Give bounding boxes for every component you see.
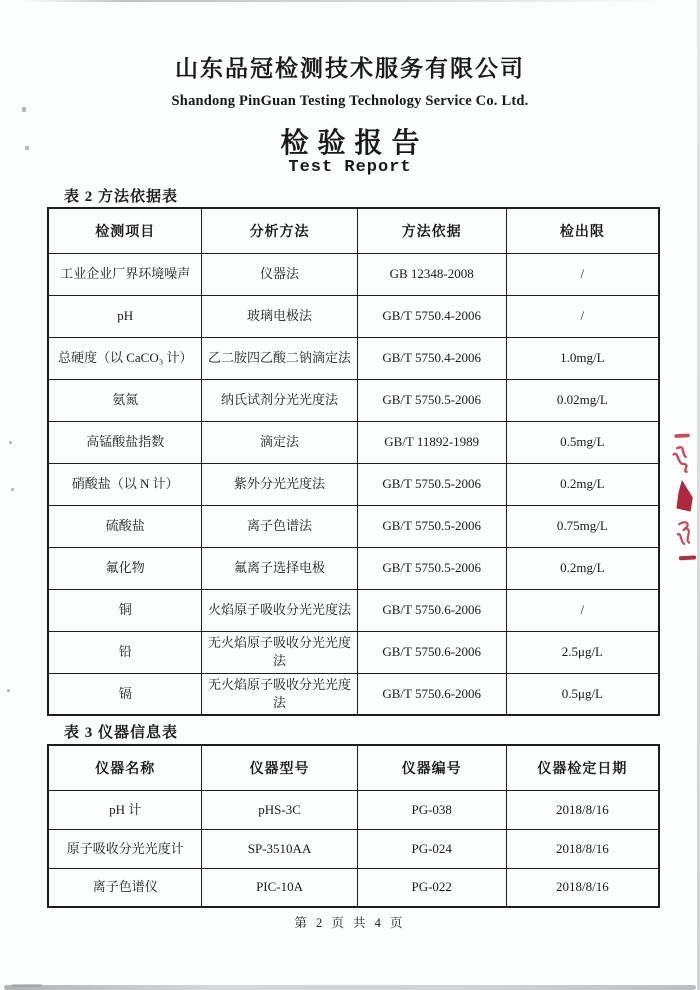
cell-instrument-name: 原子吸收分光光度计 [48,829,202,868]
column-header-instrument-name: 仪器名称 [48,745,202,790]
page-number: 第 2 页 共 4 页 [294,916,406,930]
cell-detection-limit: 0.5mg/L [506,421,659,463]
cell-analysis-method: 乙二胺四乙酸二钠滴定法 [202,337,357,379]
table-row [48,337,659,379]
cell-instrument-model: SP-3510AA [202,829,357,868]
table-row [48,547,659,589]
cell-test-item: 工业企业厂界环境噪声 [48,253,202,295]
report-title-en: Test Report [288,158,412,177]
table-row [48,829,659,868]
cell-analysis-method: 玻璃电极法 [202,295,357,337]
table-row [48,790,659,829]
cell-detection-limit: / [506,253,659,295]
cell-instrument-number: PG-022 [357,868,506,907]
column-header-detection-limit: 检出限 [506,208,659,253]
table3-caption: 表 3 仪器信息表 [64,725,179,741]
cell-method-basis: GB/T 5750.5-2006 [357,463,506,505]
cell-instrument-model: pHS-3C [202,790,357,829]
cell-test-item: 氟化物 [48,547,202,589]
cell-detection-limit: 2.5μg/L [506,631,659,673]
table-row [48,463,659,505]
cell-method-basis: GB/T 5750.5-2006 [357,547,506,589]
cell-analysis-method: 纳氏试剂分光光度法 [202,379,357,421]
cell-test-item: pH [48,295,202,337]
company-name-cn: 山东品冠检测技术服务有限公司 [175,56,525,81]
column-header-instrument-model: 仪器型号 [202,745,357,790]
table-row [48,295,659,337]
table-row [48,589,659,631]
cell-calibration-date: 2018/8/16 [506,790,659,829]
cell-detection-limit: 0.2mg/L [506,463,659,505]
scan-speck [11,488,14,491]
cell-method-basis: GB/T 5750.5-2006 [357,505,506,547]
cell-method-basis: GB/T 5750.6-2006 [357,673,506,715]
cell-test-item: 总硬度（以 CaCO₃ 计） [48,337,202,379]
instrument-info-table [47,744,660,908]
method-basis-table [47,207,660,716]
column-header-analysis-method: 分析方法 [202,208,357,253]
cell-test-item: 镉 [48,673,202,715]
cell-analysis-method: 离子色谱法 [202,505,357,547]
table-row [48,673,659,715]
cell-analysis-method: 仪器法 [202,253,357,295]
cell-analysis-method: 滴定法 [202,421,357,463]
column-header-instrument-number: 仪器编号 [357,745,506,790]
cell-analysis-method: 火焰原子吸收分光光度法 [202,589,357,631]
scan-edge-top [0,0,700,2]
scan-edge-bottom [4,985,696,990]
cell-detection-limit: 0.5μg/L [506,673,659,715]
cell-method-basis: GB 12348-2008 [357,253,506,295]
cell-method-basis: GB/T 5750.4-2006 [357,337,506,379]
cell-method-basis: GB/T 5750.5-2006 [357,379,506,421]
column-header-test-item: 检测项目 [48,208,202,253]
cell-instrument-number: PG-024 [357,829,506,868]
cell-instrument-number: PG-038 [357,790,506,829]
red-seal-fragment-icon [662,425,700,577]
cell-analysis-method: 氟离子选择电极 [202,547,357,589]
cell-test-item: 氨氮 [48,379,202,421]
cell-method-basis: GB/T 5750.6-2006 [357,589,506,631]
cell-detection-limit: / [506,295,659,337]
cell-instrument-name: pH 计 [48,790,202,829]
cell-method-basis: GB/T 5750.6-2006 [357,631,506,673]
cell-test-item: 硝酸盐（以 N 计） [48,463,202,505]
cell-instrument-model: PIC-10A [202,868,357,907]
scan-speck [7,689,10,692]
table-row [48,868,659,907]
cell-method-basis: GB/T 5750.4-2006 [357,295,506,337]
cell-calibration-date: 2018/8/16 [506,868,659,907]
cell-calibration-date: 2018/8/16 [506,829,659,868]
cell-test-item: 铜 [48,589,202,631]
column-header-calibration-date: 仪器检定日期 [506,745,659,790]
cell-instrument-name: 离子色谱仪 [48,868,202,907]
table-row [48,631,659,673]
table-row [48,421,659,463]
company-name-en: Shandong PinGuan Testing Technology Service Co. Ltd. [171,93,529,109]
cell-analysis-method: 紫外分光光度法 [202,463,357,505]
report-title-cn: 检验报告 [280,128,429,159]
cell-method-basis: GB/T 11892-1989 [357,421,506,463]
scan-speck [9,441,12,444]
table-row [48,253,659,295]
table2-caption: 表 2 方法依据表 [64,189,179,205]
cell-test-item: 高锰酸盐指数 [48,421,202,463]
cell-analysis-method: 无火焰原子吸收分光光度法 [202,631,357,673]
cell-test-item: 铅 [48,631,202,673]
cell-detection-limit: / [506,589,659,631]
cell-analysis-method: 无火焰原子吸收分光光度法 [202,673,357,715]
cell-test-item: 硫酸盐 [48,505,202,547]
table-header-row [48,745,659,790]
table-row [48,379,659,421]
cell-detection-limit: 0.02mg/L [506,379,659,421]
table-row [48,505,659,547]
cell-detection-limit: 0.75mg/L [506,505,659,547]
table-header-row [48,208,659,253]
cell-detection-limit: 1.0mg/L [506,337,659,379]
column-header-method-basis: 方法依据 [357,208,506,253]
cell-detection-limit: 0.2mg/L [506,547,659,589]
scan-speck [12,984,42,987]
